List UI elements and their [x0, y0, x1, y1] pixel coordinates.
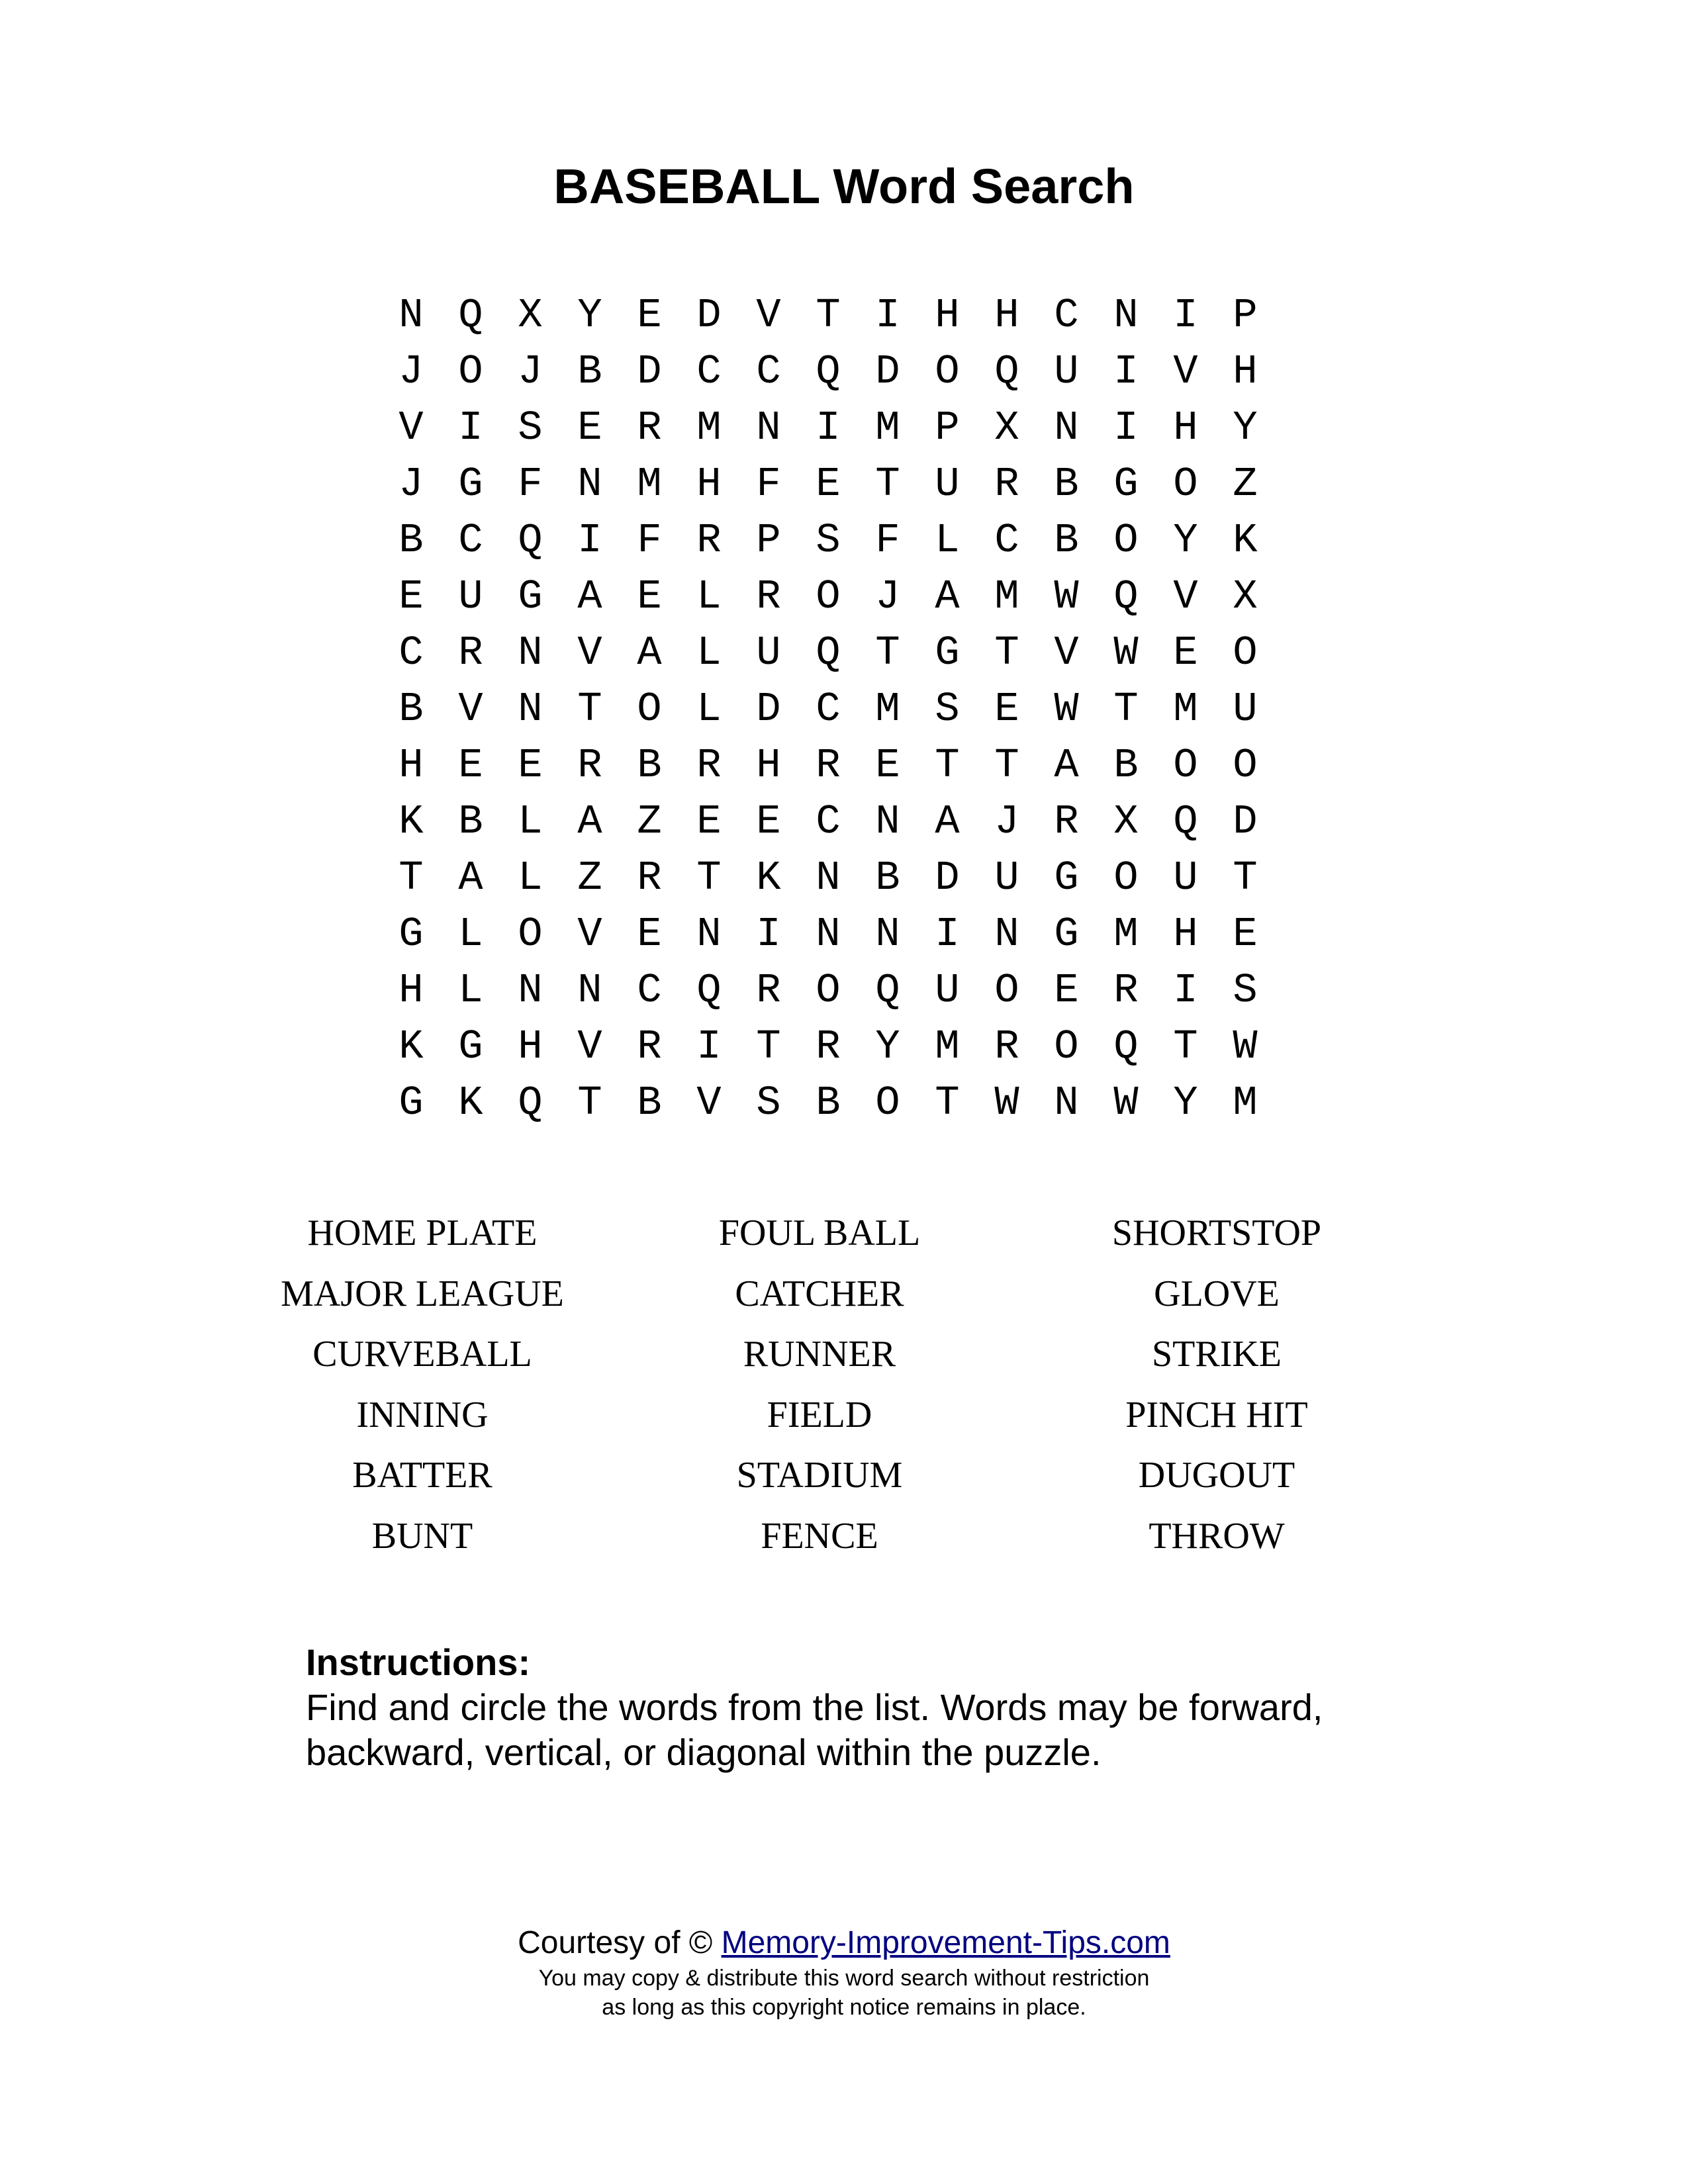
grid-letter: L: [458, 911, 483, 958]
grid-letter: G: [399, 911, 424, 958]
grid-letter: D: [935, 854, 960, 901]
word-list-item: STRIKE: [1152, 1334, 1282, 1375]
grid-letter: Z: [637, 798, 662, 845]
grid-letter: M: [935, 1023, 960, 1070]
grid-letter: O: [637, 686, 662, 733]
grid-letter: O: [1233, 629, 1258, 676]
grid-letter: K: [399, 1023, 424, 1070]
grid-letter: A: [458, 854, 483, 901]
grid-letter: N: [1113, 292, 1139, 339]
word-list-item: FIELD: [767, 1394, 872, 1435]
grid-letter: R: [756, 573, 781, 620]
grid-letter: I: [875, 292, 900, 339]
grid-letter: A: [577, 798, 602, 845]
grid-letter: C: [756, 348, 781, 395]
grid-letter: Q: [1173, 798, 1198, 845]
grid-letter: A: [577, 573, 602, 620]
grid-letter: N: [1054, 1079, 1079, 1126]
grid-letter: S: [935, 686, 960, 733]
grid-letter: E: [637, 573, 662, 620]
grid-letter: U: [458, 573, 483, 620]
grid-letter: Q: [1113, 573, 1139, 620]
grid-letter: D: [756, 686, 781, 733]
grid-letter: B: [399, 686, 424, 733]
grid-letter: Z: [577, 854, 602, 901]
grid-letter: V: [399, 404, 424, 451]
grid-letter: X: [994, 404, 1019, 451]
grid-letter: R: [577, 742, 602, 789]
grid-letter: R: [637, 854, 662, 901]
grid-letter: Q: [458, 292, 483, 339]
grid-letter: H: [756, 742, 781, 789]
grid-letter: J: [994, 798, 1019, 845]
grid-letter: Y: [1173, 517, 1198, 564]
grid-letter: I: [1173, 292, 1198, 339]
grid-letter: B: [1054, 517, 1079, 564]
grid-letter: E: [1054, 967, 1079, 1014]
grid-letter: N: [875, 911, 900, 958]
grid-letter: U: [935, 461, 960, 508]
grid-letter: M: [1233, 1079, 1258, 1126]
grid-letter: Q: [518, 517, 543, 564]
instructions: [306, 1640, 1431, 1775]
grid-letter: F: [637, 517, 662, 564]
grid-letter: K: [458, 1079, 483, 1126]
grid-letter: O: [1173, 461, 1198, 508]
grid-letter: N: [1054, 404, 1079, 451]
grid-letter: J: [399, 461, 424, 508]
grid-letter: V: [1173, 348, 1198, 395]
grid-letter: B: [637, 1079, 662, 1126]
grid-letter: Q: [816, 629, 841, 676]
grid-letter: Q: [994, 348, 1019, 395]
grid-letter: R: [994, 1023, 1019, 1070]
grid-letter: P: [1233, 292, 1258, 339]
grid-letter: L: [458, 967, 483, 1014]
grid-letter: G: [1054, 911, 1079, 958]
grid-letter: S: [1233, 967, 1258, 1014]
grid-letter: N: [518, 686, 543, 733]
word-list-item: BUNT: [371, 1515, 473, 1557]
grid-letter: R: [458, 629, 483, 676]
grid-letter: Q: [816, 348, 841, 395]
grid-letter: Q: [875, 967, 900, 1014]
courtesy-prefix: Courtesy of ©: [518, 1925, 713, 1960]
word-list-item: BATTER: [352, 1455, 492, 1496]
grid-letter: N: [875, 798, 900, 845]
instructions-line: backward, vertical, or diagonal within the puzzle.: [306, 1731, 1102, 1773]
grid-letter: G: [935, 629, 960, 676]
grid-letter: O: [994, 967, 1019, 1014]
courtesy-line: [0, 1923, 1688, 1964]
grid-letter: X: [518, 292, 543, 339]
grid-letter: O: [1113, 517, 1139, 564]
grid-letter: E: [577, 404, 602, 451]
grid-letter: E: [696, 798, 722, 845]
grid-letter: N: [756, 404, 781, 451]
grid-letter: R: [1054, 798, 1079, 845]
grid-letter: S: [756, 1079, 781, 1126]
word-list-item: GLOVE: [1154, 1273, 1280, 1314]
word-list-item: CATCHER: [735, 1273, 904, 1314]
grid-letter: I: [696, 1023, 722, 1070]
grid-letter: B: [637, 742, 662, 789]
grid-letter: L: [696, 686, 722, 733]
grid-letter: I: [935, 911, 960, 958]
grid-letter: L: [518, 798, 543, 845]
grid-letter: O: [816, 573, 841, 620]
grid-letter: N: [816, 854, 841, 901]
grid-letter: E: [458, 742, 483, 789]
grid-letter: R: [696, 742, 722, 789]
grid-letter: T: [696, 854, 722, 901]
grid-letter: N: [696, 911, 722, 958]
grid-letter: O: [1113, 854, 1139, 901]
grid-letter: K: [756, 854, 781, 901]
grid-letter: T: [1173, 1023, 1198, 1070]
grid-letter: T: [935, 742, 960, 789]
grid-letter: E: [637, 292, 662, 339]
grid-letter: I: [577, 517, 602, 564]
grid-letter: D: [875, 348, 900, 395]
grid-letter: H: [399, 967, 424, 1014]
grid-letter: W: [1113, 629, 1139, 676]
grid-letter: T: [875, 629, 900, 676]
grid-letter: H: [696, 461, 722, 508]
grid-letter: T: [399, 854, 424, 901]
grid-letter: R: [637, 1023, 662, 1070]
grid-letter: N: [518, 629, 543, 676]
footer: [0, 1923, 1688, 2022]
grid-letter: B: [1054, 461, 1079, 508]
grid-letter: U: [1233, 686, 1258, 733]
word-list-item: FENCE: [761, 1515, 878, 1557]
grid-letter: J: [399, 348, 424, 395]
grid-letter: A: [1054, 742, 1079, 789]
grid-letter: Y: [875, 1023, 900, 1070]
grid-letter: G: [1113, 461, 1139, 508]
grid-letter: J: [518, 348, 543, 395]
grid-letter: V: [756, 292, 781, 339]
word-list-item: DUGOUT: [1138, 1455, 1295, 1496]
word-list-item: STADIUM: [736, 1455, 903, 1496]
grid-letter: E: [756, 798, 781, 845]
grid-letter: R: [816, 1023, 841, 1070]
grid-letter: R: [816, 742, 841, 789]
grid-letter: X: [1233, 573, 1258, 620]
grid-letter: T: [875, 461, 900, 508]
grid-letter: B: [577, 348, 602, 395]
grid-letter: P: [935, 404, 960, 451]
word-list-item: FOUL BALL: [718, 1212, 921, 1253]
grid-letter: Y: [1173, 1079, 1198, 1126]
grid-letter: P: [756, 517, 781, 564]
grid-letter: W: [1113, 1079, 1139, 1126]
site-link[interactable]: Memory-Improvement-Tips.com: [721, 1925, 1170, 1960]
grid-letter: M: [637, 461, 662, 508]
grid-letter: V: [577, 1023, 602, 1070]
grid-letter: U: [756, 629, 781, 676]
grid-letter: W: [1054, 686, 1079, 733]
grid-letter: T: [1113, 686, 1139, 733]
grid-letter: I: [458, 404, 483, 451]
grid-letter: F: [518, 461, 543, 508]
word-list-item: RUNNER: [743, 1334, 896, 1375]
grid-letter: B: [875, 854, 900, 901]
page-title: BASEBALL Word Search: [553, 159, 1135, 214]
grid-letter: G: [399, 1079, 424, 1126]
grid-letter: M: [1113, 911, 1139, 958]
grid-letter: C: [696, 348, 722, 395]
grid-letter: T: [935, 1079, 960, 1126]
grid-letter: T: [994, 629, 1019, 676]
word-list-item: PINCH HIT: [1125, 1394, 1308, 1435]
grid-letter: L: [696, 629, 722, 676]
grid-letter: K: [399, 798, 424, 845]
grid-letter: X: [1113, 798, 1139, 845]
grid-letter: I: [1113, 348, 1139, 395]
grid-letter: E: [1233, 911, 1258, 958]
grid-letter: F: [875, 517, 900, 564]
grid-letter: R: [637, 404, 662, 451]
grid-letter: N: [994, 911, 1019, 958]
grid-letter: H: [518, 1023, 543, 1070]
grid-letter: V: [696, 1079, 722, 1126]
word-list-item: INNING: [356, 1394, 489, 1435]
grid-letter: H: [935, 292, 960, 339]
grid-letter: U: [935, 967, 960, 1014]
grid-letter: V: [577, 911, 602, 958]
grid-letter: L: [935, 517, 960, 564]
grid-letter: U: [1173, 854, 1198, 901]
grid-letter: I: [816, 404, 841, 451]
grid-letter: S: [816, 517, 841, 564]
grid-letter: B: [458, 798, 483, 845]
grid-letter: W: [1054, 573, 1079, 620]
grid-letter: T: [756, 1023, 781, 1070]
grid-letter: N: [816, 911, 841, 958]
grid-letter: A: [935, 573, 960, 620]
grid-letter: E: [518, 742, 543, 789]
grid-letter: S: [518, 404, 543, 451]
grid-letter: B: [399, 517, 424, 564]
word-list-item: SHORTSTOP: [1111, 1212, 1322, 1253]
grid-letter: U: [1054, 348, 1079, 395]
grid-letter: G: [458, 1023, 483, 1070]
grid-letter: T: [994, 742, 1019, 789]
grid-letter: D: [637, 348, 662, 395]
grid-letter: N: [518, 967, 543, 1014]
grid-letter: M: [1173, 686, 1198, 733]
grid-letter: H: [1173, 404, 1198, 451]
grid-letter: Y: [577, 292, 602, 339]
grid-letter: Y: [1233, 404, 1258, 451]
grid-letter: O: [458, 348, 483, 395]
grid-letter: E: [875, 742, 900, 789]
grid-letter: M: [875, 404, 900, 451]
letter-grid: [381, 287, 1295, 1131]
word-list-item: CURVEBALL: [312, 1334, 532, 1375]
grid-letter: T: [577, 1079, 602, 1126]
word-list: [224, 1203, 1415, 1567]
grid-letter: O: [816, 967, 841, 1014]
grid-letter: C: [1054, 292, 1079, 339]
grid-letter: H: [994, 292, 1019, 339]
grid-letter: C: [458, 517, 483, 564]
grid-letter: T: [1233, 854, 1258, 901]
grid-letter: O: [1233, 742, 1258, 789]
grid-letter: Q: [696, 967, 722, 1014]
grid-letter: O: [1173, 742, 1198, 789]
grid-letter: G: [458, 461, 483, 508]
copyright-notice-line: as long as this copyright notice remains in place.: [602, 1995, 1086, 2020]
word-list-item: THROW: [1149, 1515, 1285, 1557]
grid-letter: R: [1113, 967, 1139, 1014]
grid-letter: Q: [1113, 1023, 1139, 1070]
grid-letter: W: [994, 1079, 1019, 1126]
grid-letter: H: [1233, 348, 1258, 395]
grid-letter: N: [399, 292, 424, 339]
grid-letter: C: [816, 798, 841, 845]
instructions-heading: Instructions:: [306, 1641, 531, 1683]
grid-letter: G: [1054, 854, 1079, 901]
grid-letter: O: [935, 348, 960, 395]
grid-letter: V: [458, 686, 483, 733]
grid-letter: N: [577, 967, 602, 1014]
grid-letter: B: [816, 1079, 841, 1126]
grid-letter: O: [875, 1079, 900, 1126]
copyright-notice-line: You may copy & distribute this word search without restriction: [538, 1966, 1150, 1991]
grid-letter: C: [637, 967, 662, 1014]
grid-letter: I: [1113, 404, 1139, 451]
grid-letter: Q: [518, 1079, 543, 1126]
instructions-line: Find and circle the words from the list. Words may be forward,: [306, 1686, 1323, 1728]
grid-letter: E: [637, 911, 662, 958]
grid-letter: C: [994, 517, 1019, 564]
grid-letter: M: [875, 686, 900, 733]
grid-letter: O: [1054, 1023, 1079, 1070]
grid-letter: M: [696, 404, 722, 451]
word-list-item: HOME PLATE: [307, 1212, 538, 1253]
grid-letter: W: [1233, 1023, 1258, 1070]
grid-letter: B: [1113, 742, 1139, 789]
grid-letter: F: [756, 461, 781, 508]
grid-letter: I: [756, 911, 781, 958]
grid-letter: R: [756, 967, 781, 1014]
grid-letter: E: [399, 573, 424, 620]
grid-letter: R: [696, 517, 722, 564]
grid-letter: E: [994, 686, 1019, 733]
grid-letter: H: [1173, 911, 1198, 958]
grid-letter: L: [518, 854, 543, 901]
word-list-item: MAJOR LEAGUE: [281, 1273, 564, 1314]
grid-letter: J: [875, 573, 900, 620]
grid-letter: A: [935, 798, 960, 845]
grid-letter: V: [1054, 629, 1079, 676]
grid-letter: H: [399, 742, 424, 789]
grid-letter: C: [816, 686, 841, 733]
grid-letter: E: [816, 461, 841, 508]
grid-letter: C: [399, 629, 424, 676]
grid-letter: N: [577, 461, 602, 508]
grid-letter: A: [637, 629, 662, 676]
grid-letter: T: [816, 292, 841, 339]
grid-letter: O: [518, 911, 543, 958]
grid-letter: I: [1173, 967, 1198, 1014]
grid-letter: D: [1233, 798, 1258, 845]
grid-letter: V: [577, 629, 602, 676]
grid-letter: E: [1173, 629, 1198, 676]
grid-letter: T: [577, 686, 602, 733]
grid-letter: G: [518, 573, 543, 620]
grid-letter: Z: [1233, 461, 1258, 508]
grid-letter: V: [1173, 573, 1198, 620]
grid-letter: D: [696, 292, 722, 339]
grid-letter: U: [994, 854, 1019, 901]
grid-letter: M: [994, 573, 1019, 620]
grid-letter: R: [994, 461, 1019, 508]
grid-letter: K: [1233, 517, 1258, 564]
grid-letter: L: [696, 573, 722, 620]
